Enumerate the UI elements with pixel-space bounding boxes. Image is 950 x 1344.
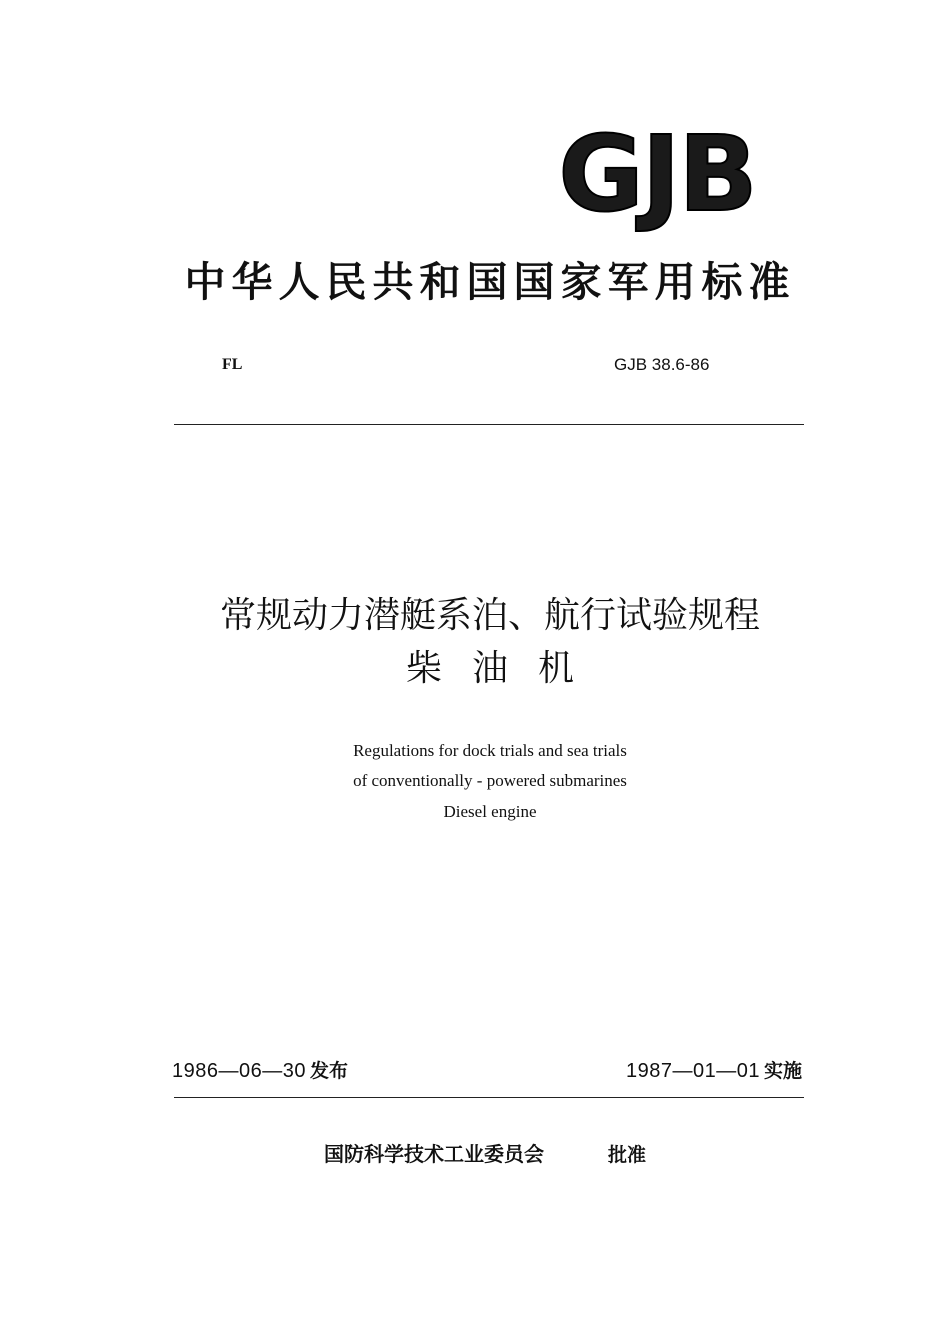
english-title-line2: of conventionally - powered submarines [353, 771, 627, 790]
gjb-logo-text: GJB [558, 113, 756, 235]
english-title-line1: Regulations for dock trials and sea trials [353, 741, 627, 760]
gjb-logo [543, 113, 771, 235]
chinese-title-line1: 常规动力潜艇系泊、航行试验规程 [219, 595, 760, 636]
issue-date-value: 1986—06—30 [172, 1060, 306, 1082]
approval-label: 批准 [608, 1144, 647, 1166]
footer-divider [174, 1097, 804, 1098]
issue-date [172, 1056, 348, 1083]
effective-label: 实施 [763, 1060, 802, 1082]
standard-number: GJB 38.6-86 [614, 355, 710, 374]
english-title-line3: Diesel engine [443, 802, 537, 821]
header-divider [174, 424, 804, 425]
approving-authority: 国防科学技术工业委员会 [324, 1142, 544, 1166]
effective-date [626, 1056, 802, 1083]
issue-label: 发布 [309, 1060, 348, 1082]
effective-date-value: 1987—01—01 [626, 1060, 760, 1082]
classification-code: FL [222, 356, 243, 373]
national-standard-title: 中华人民共和国国家军用标准 [184, 258, 796, 306]
chinese-title-line2: 柴油机 [405, 648, 604, 689]
